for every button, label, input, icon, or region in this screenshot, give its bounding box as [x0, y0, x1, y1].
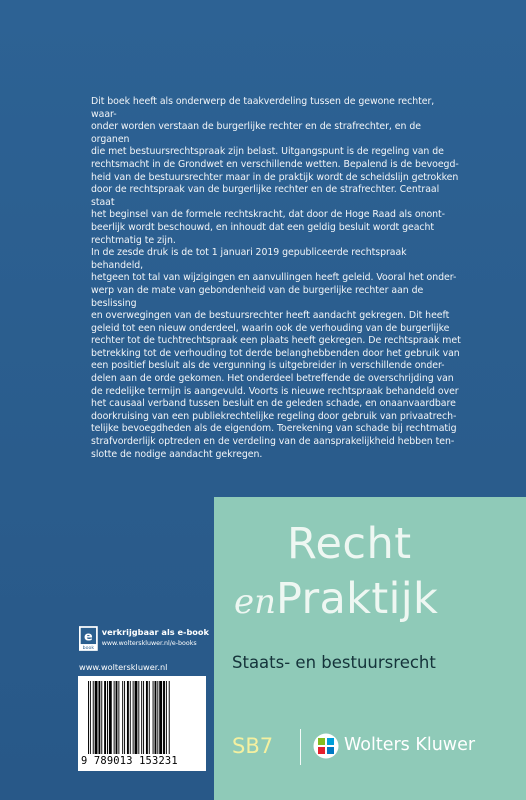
blurb-line: een positief besluit als de vergunning is uitgebreider in verschillende onder-	[91, 360, 445, 372]
ebook-icon-sub: book	[82, 645, 95, 651]
blurb-line: strafvorderlijk optreden en de verdeling van de aansprakelijkheid hebben ten-	[91, 436, 455, 448]
blurb-line: rechtmatig te zijn.	[91, 234, 176, 246]
blurb-line: slotte de nodige aandacht gekregen.	[91, 448, 263, 460]
barcode-bars	[88, 681, 198, 754]
blurb-line: geleid tot een nieuw onderdeel, waarin ook de verhouding van de burgerlijke	[91, 322, 450, 334]
title-line2	[234, 574, 438, 624]
ebook-icon-letter: e	[84, 629, 93, 645]
title-panel	[214, 497, 526, 800]
blurb-line: telijke bevoegdheden als de eigendom. Toerekening van schade bij rechtmatig	[91, 423, 457, 435]
ebook-url: www.wolterskluwer.nl/e-books	[101, 640, 197, 647]
blurb-line: betrekking tot de verhouding tot derde belanghebbenden door het gebruik van	[91, 347, 460, 359]
ebook-label: verkrijgbaar als e-book	[101, 627, 209, 637]
divider	[300, 729, 301, 765]
title-praktijk: Praktijk	[276, 574, 439, 624]
ebook-badge	[79, 623, 209, 653]
ebook-icon	[79, 624, 98, 653]
blurb-line: delen aan de orde gekomen. Het onderdeel betreffende de overschrijding van	[91, 373, 454, 385]
blurb-line: Dit boek heeft als onderwerp de taakverdeling tussen de gewone rechter, waar-	[91, 96, 435, 120]
blurb-line: het causaal verband tussen besluit en de geleden schade, en onaanvaardbare	[91, 398, 456, 410]
blurb-line: die met bestuursrechtspraak zijn belast. Uitgangspunt is de regeling van de	[91, 146, 444, 158]
blurb-line: en overwegingen van de bestuursrechter heeft aandacht gekregen. Dit heeft	[91, 310, 450, 322]
blurb-line: heid van de bestuursrechter maar in de praktijk wordt de scheidslijn getrokken	[91, 171, 459, 183]
blurb-text	[91, 96, 461, 461]
blurb-line: In de zesde druk is de tot 1 januari 2019 gepubliceerde rechtspraak behandeld,	[91, 247, 407, 271]
title-recht: Recht	[287, 519, 412, 569]
blurb-line: doorkruising van een publiekrechtelijke regeling door gebruik van privaatrech-	[91, 410, 457, 422]
publisher-name: Wolters Kluwer	[344, 735, 476, 755]
series-code: SB7	[232, 734, 274, 758]
barcode-digits: 9 789013 153231	[81, 755, 178, 767]
blurb-line: het beginsel van de formele rechtskracht, dat door de Hoge Raad als onont-	[91, 209, 445, 221]
website-url: www.wolterskluwer.nl	[79, 662, 168, 672]
wolters-kluwer-logo-icon	[313, 733, 339, 759]
blurb-line: hetgeen tot tal van wijzigingen en aanvullingen heeft geleid. Vooral het onder-	[91, 272, 457, 284]
blurb-line: de redelijke termijn is aangevuld. Voorts is nieuwe rechtspraak behandeld over	[91, 385, 459, 397]
blurb-line: werp van de mate van gebondenheid van de burgerlijke rechter aan de beslissing	[91, 284, 424, 309]
subtitle: Staats- en bestuursrecht	[232, 653, 436, 672]
blurb-line: onder worden verstaan de burgerlijke rechter en de strafrechter, en de organen	[91, 121, 421, 145]
blurb-line: door de rechtspraak van de burgerlijke rechter en de strafrechter. Centraal staat	[91, 184, 440, 208]
title-en: en	[234, 582, 277, 622]
blurb-line: beerlijk wordt beschouwd, en inhoudt dat een geldig besluit wordt geacht	[91, 221, 435, 233]
blurb-line: rechter tot de tuchtrechtspraak een plaats heeft gekregen. De rechtspraak met	[91, 335, 461, 347]
barcode	[78, 676, 206, 771]
blurb-line: rechtsmacht in de Grondwet en verschillende wetten. Bepalend is de bevoegd-	[91, 158, 459, 170]
